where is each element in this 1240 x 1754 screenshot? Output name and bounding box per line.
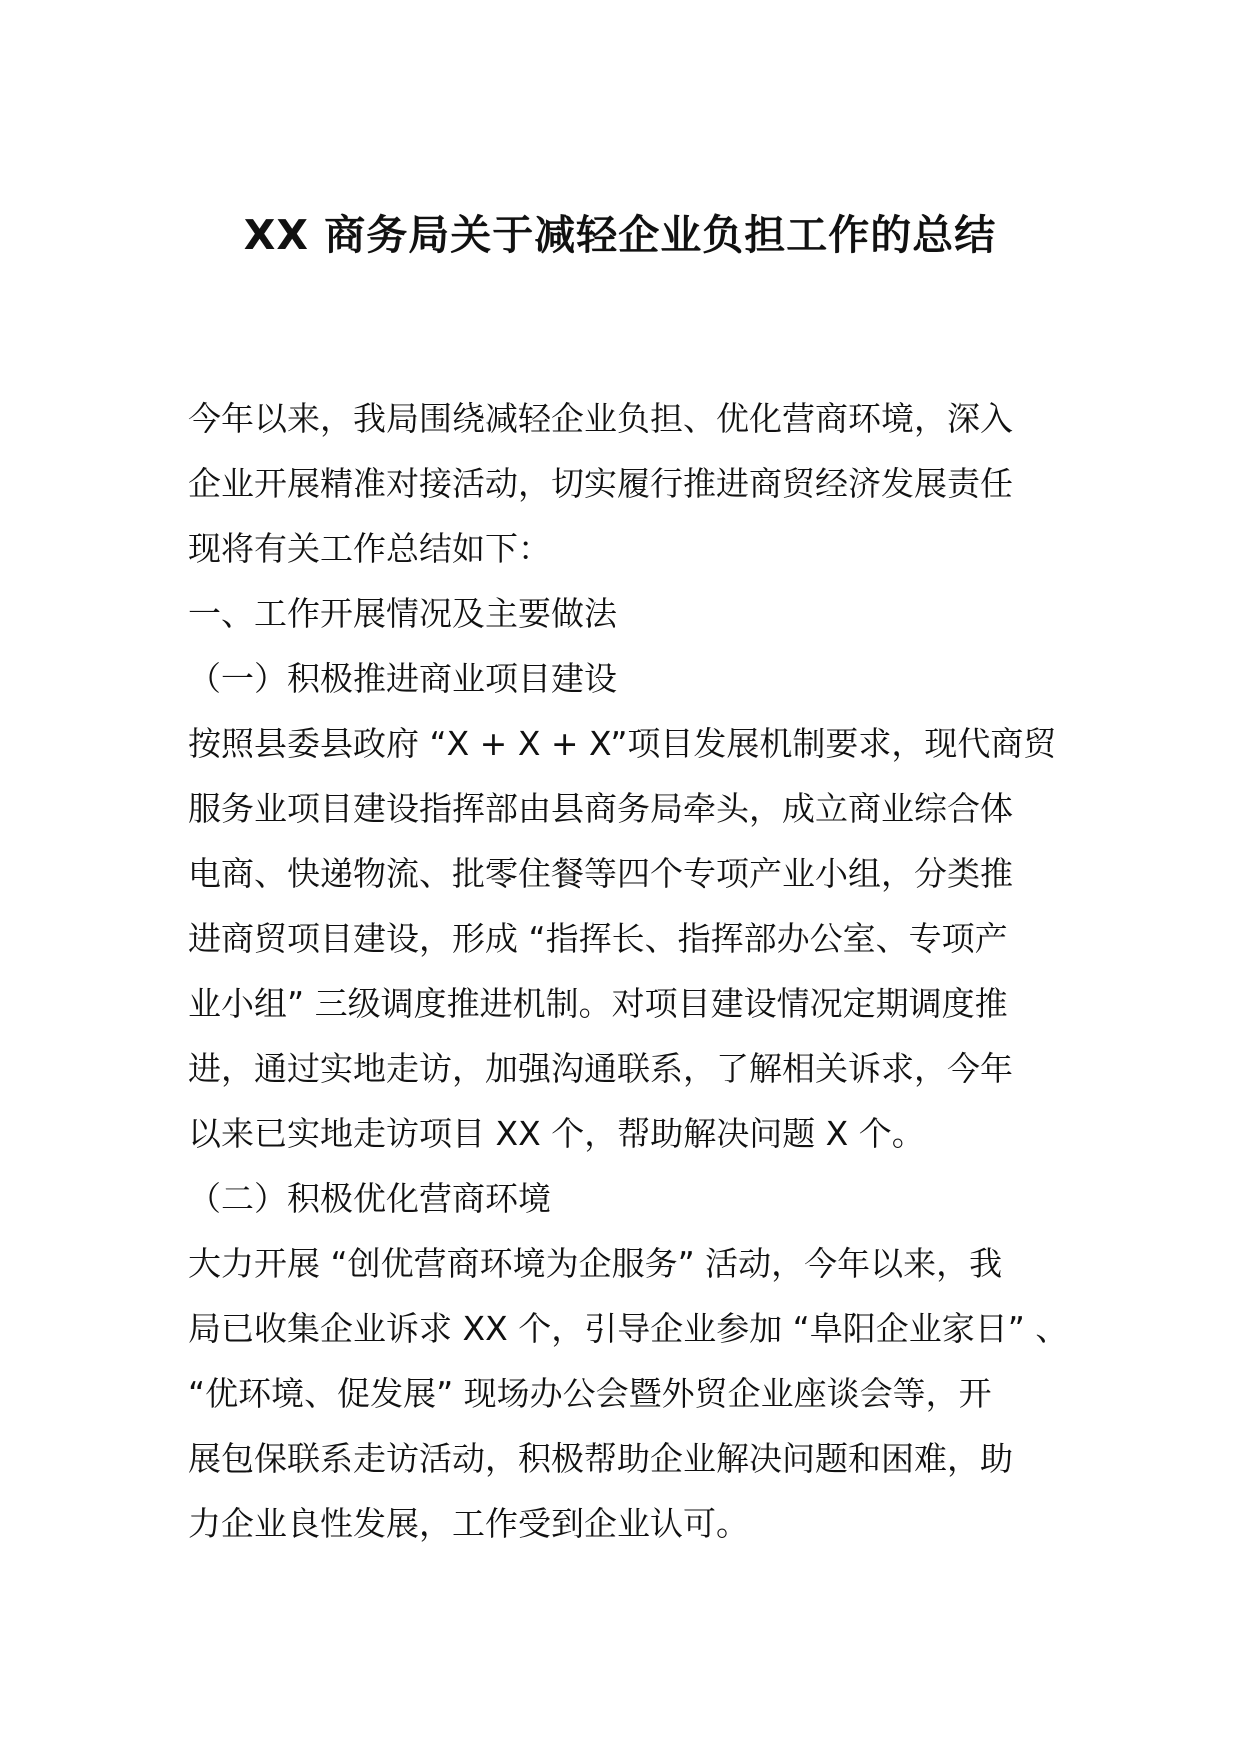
paragraph-1-line-2: 服务业项目建设指挥部由县商务局牵头，成立商业综合体 — [188, 789, 1013, 828]
paragraph-1-line-5: 业小组” 三级调度推进机制。对项目建设情况定期调度推 — [188, 984, 1008, 1023]
paragraph-intro-line-3: 现将有关工作总结如下： — [188, 529, 551, 568]
paragraph-intro-line-2: 企业开展精准对接活动，切实履行推进商贸经济发展责任 — [188, 464, 1013, 503]
paragraph-1-line-1: 按照县委县政府 “X + X + X”项目发展机制要求，现代商贸 — [188, 724, 1057, 763]
paragraph-2-line-1: 大力开展 “创优营商环境为企服务” 活动，今年以来，我 — [188, 1244, 1003, 1283]
document-body — [188, 386, 1068, 1556]
document-title: XX 商务局关于减轻企业负担工作的总结 — [243, 211, 997, 259]
paragraph-1-line-4: 进商贸项目建设，形成 “指挥长、指挥部办公室、专项产 — [188, 919, 1008, 958]
paragraph-1-line-3: 电商、快递物流、批零住餐等四个专项产业小组，分类推 — [188, 854, 1013, 893]
paragraph-1-line-7: 以来已实地走访项目 XX 个，帮助解决问题 X 个。 — [188, 1114, 925, 1153]
paragraph-intro-line-1: 今年以来，我局围绕减轻企业负担、优化营商环境，深入 — [188, 399, 1013, 438]
paragraph-1-line-6: 进，通过实地走访，加强沟通联系，了解相关诉求，今年 — [188, 1049, 1013, 1088]
paragraph-2-line-3: “优环境、促发展” 现场办公会暨外贸企业座谈会等，开 — [188, 1374, 992, 1413]
section-heading-1: 一、工作开展情况及主要做法 — [188, 594, 617, 633]
paragraph-2-line-5: 力企业良性发展，工作受到企业认可。 — [188, 1504, 749, 1543]
paragraph-2-line-4: 展包保联系走访活动，积极帮助企业解决问题和困难，助 — [188, 1439, 1013, 1478]
subsection-heading-1: （一）积极推进商业项目建设 — [188, 659, 617, 698]
paragraph-2-line-2: 局已收集企业诉求 XX 个，引导企业参加 “阜阳企业家日” 、 — [188, 1309, 1069, 1348]
subsection-heading-2: （二）积极优化营商环境 — [188, 1179, 551, 1218]
